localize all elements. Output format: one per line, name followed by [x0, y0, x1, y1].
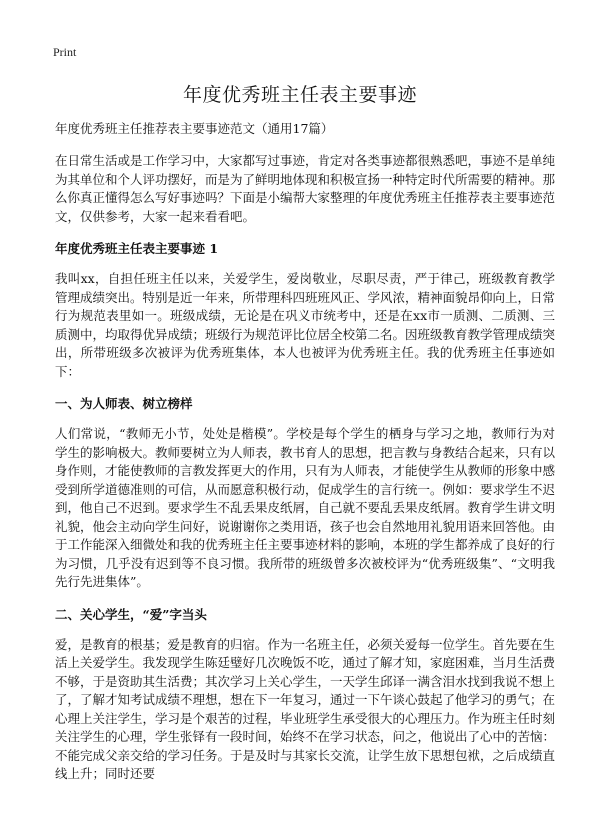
print-label: Print	[53, 45, 77, 59]
section-paragraph: 我叫xx，自担任班主任以来，关爱学生，爱岗敬业，尽职尽责，严于律己，班级教育教学管理成绩突出。特别是近一年来，所带理科四班班风正、学风浓，精神面貌昂仰向上，日常行为规范表里如一。班级成绩，无论是在巩义市统考中，还是在xx市一质测、二质测、三质测中，均取得优异成绩；班级行为规范评比位居全校第二名。因班级教育教学管理成绩突出，所带班级多次被评为优秀班集体，本人也被评为优秀班主任。我的优秀班主任事迹如下：	[55, 271, 556, 379]
subsection-paragraph: 人们常说，“教师无小节，处处是楷模”。学校是每个学生的栖身与学习之地，教师行为对学生的影响极大。教师要树立为人师表，教书育人的思想，把言教与身教结合起来，只有以身作则，才能使教师的言教发挥更大的作用，只有为人师表，才能使学生从教师的形象中感受到所学道德准则的可信，从而愿意积极行动，促成学生的言行统一。例如：要求学生不迟到，他自己不迟到。要求学生不乱丢果皮纸屑，自己就不要乱丢果皮纸屑。教育学生讲文明礼貌，他会主动向学生问好，说谢谢你之类用语，孩子也会自然地用礼貌用语来回答他。由于工作能深入细微处和我的优秀班主任主要事迹材料的影响，本班的学生都养成了良好的行为习惯，几乎没有迟到等不良习惯。我所带的班级曾多次被校评为“优秀班级集”、“文明我先行先进集体”。	[55, 426, 556, 589]
subsection-heading: 一、为人师表、树立榜样	[55, 396, 193, 411]
intro-paragraph: 在日常生活或是工作学习中，大家都写过事迹，肯定对各类事迹都很熟悉吧，事迹不是单纯为其单位和个人评功摆好，而是为了鲜明地体现和积极宣扬一种特定时代所需要的精神。那么你真正懂得怎么写好事迹吗？下面是小编帮大家整理的年度优秀班主任推荐表主要事迹范文，仅供参考，大家一起来看看吧。	[55, 153, 556, 224]
subsection-heading: 二、关心学生，“爱”字当头	[55, 606, 207, 622]
page-title: 年度优秀班主任表主要事迹	[182, 84, 417, 106]
section-heading: 年度优秀班主任表主要事迹 1	[55, 241, 219, 256]
subsection-paragraph: 爱，是教育的根基；爱是教育的归宿。作为一名班主任，必须关爱每一位学生。首先要在生活上关爱学生。我发现学生陈廷璧好几次晚饭不吃，通过了解才知，家庭困难，当月生活费不够，于是资助其生活费；其次学习上关心学生，一天学生邱译一满含泪水找到我说不想上了，了解才知考试成绩不理想，想在下一年复习，通过一下午谈心鼓起了他学习的勇气；在心理上关注学生，学习是个艰苦的过程，毕业班学生承受很大的心理压力。作为班主任时刻关注学生的心理，学生张铎有一段时间，始终不在学习状态，问之，他说出了心中的苦恼：不能完成父亲交给的学习任务。于是及时与其家长交流，让学生放下思想包袱，之后成绩直线上升；同时还要	[55, 636, 556, 781]
document-subtitle: 年度优秀班主任推荐表主要事迹范文（通用17篇）	[55, 121, 334, 136]
document-body	[55, 120, 555, 798]
